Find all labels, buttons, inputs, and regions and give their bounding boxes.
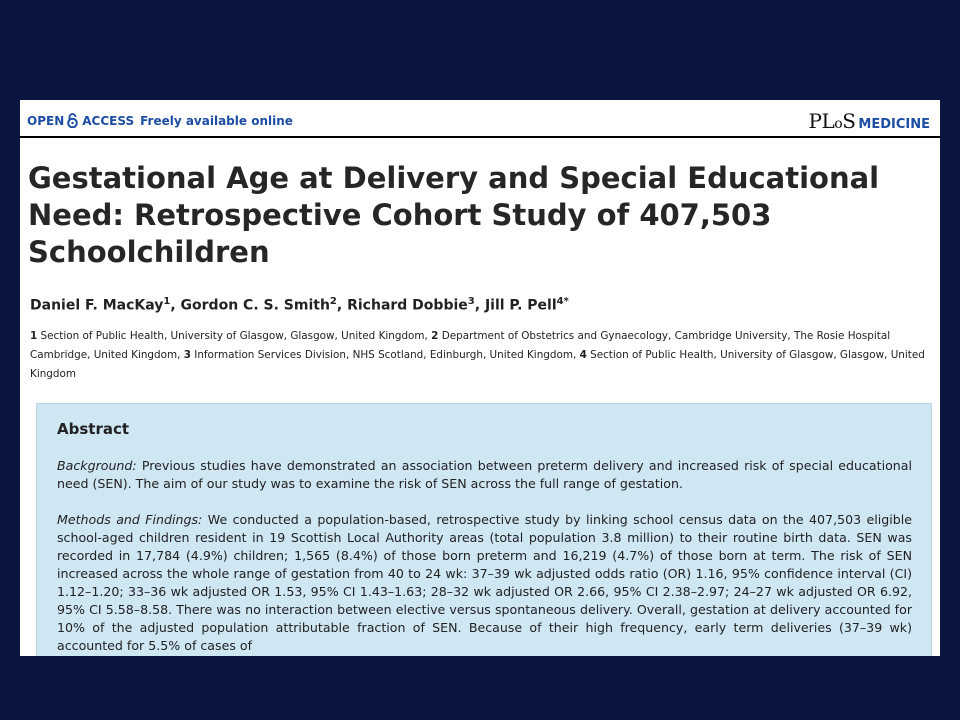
affiliation-number: 1 [30,330,38,342]
author-affiliation-mark: 4* [556,296,569,307]
author-name[interactable]: Jill P. Pell [484,297,557,314]
affiliation-number: 2 [431,330,439,342]
author-name[interactable]: Richard Dobbie [347,297,468,314]
author-name[interactable]: Daniel F. MacKay [30,297,164,314]
paper-page [20,100,940,656]
open-label: OPEN [27,114,65,128]
plos-wordmark: PLoS [808,109,856,133]
abstract-heading: Abstract [57,420,130,438]
journal-logo [809,109,930,133]
background-text: Previous studies have demonstrated an association between preterm delivery and increased risk of special educational need (SEN). The aim of our study was to examine the risk of SEN across the full range of gestation. [57,458,912,491]
abstract-background-paragraph [57,457,912,493]
affiliation-number: 3 [183,349,191,361]
journal-header [20,100,940,138]
affiliation-text: Department of Obstetrics and Gynaecology, Cambridge University, The Rosie Hospital Cambridge, United Kingdom, [30,330,891,361]
open-access-lock-icon [67,113,78,131]
author-affiliation-mark: 1 [163,296,171,307]
background-label: Background: [57,458,137,473]
freely-available-label: Freely available online [140,114,293,128]
affiliation-text: Section of Public Health, University of Glasgow, Glasgow, United Kingdom [30,349,925,380]
affiliation-text: Section of Public Health, University of Glasgow, Glasgow, United Kingdom, [40,330,428,342]
corresponding-author-mark: * [563,296,569,307]
methods-text: We conducted a population-based, retrospective study by linking school census data on the 407,503 eligible school-aged children resident in 19 Scottish Local Authority areas (total population 3.8 million) to their routine birth data. SEN was recorded in 17,784 (4.9%) children; 1,565 (8.4%) of those born preterm and 16,219 (4.7%) of those born at term. The risk of SEN increased across the whole range of gestation from 40 to 24 wk: 37–39 wk adjusted odds ratio (OR) 1.16, 95% confidence interval (CI) 1.12–1.20; 33–36 wk adjusted OR 1.53, 95% CI 1.43–1.63; 28–32 wk adjusted OR 2.66, 95% CI 2.38–2.97; 24–27 wk adjusted OR 6.92, 95% CI 5.58–8.58. There was no interaction between elective versus spontaneous delivery. Overall, gestation at delivery accounted for 10% of the adjusted population attributable fraction of SEN. Because of their high frequency, early term deliveries (37–39 wk) accounted for 5.5% of cases of [57,512,912,653]
affiliation-number: 4 [579,349,587,361]
abstract-methods-paragraph [57,511,912,655]
access-label: ACCESS [82,114,135,128]
affiliations [30,327,930,384]
medicine-wordmark: MEDICINE [858,117,930,132]
affiliation-text: Information Services Division, NHS Scotland, Edinburgh, United Kingdom, [194,349,577,361]
methods-label: Methods and Findings: [57,512,203,527]
open-access-badge[interactable] [27,113,293,131]
author-affiliation-mark: 2 [329,296,337,307]
abstract-box [36,403,932,656]
article-title: Gestational Age at Delivery and Special Educational Need: Retrospective Cohort Study of 407,503 Schoolchildren [28,161,880,269]
author-list: Daniel F. MacKay$^1$, Gordon C. S. Smith$^2$, Richard Dobbie$^3$, Jill P. Pell$^{4*}$ [30,296,569,314]
author-affiliation-mark: 3 [467,296,475,307]
author-name[interactable]: Gordon C. S. Smith [180,297,330,314]
